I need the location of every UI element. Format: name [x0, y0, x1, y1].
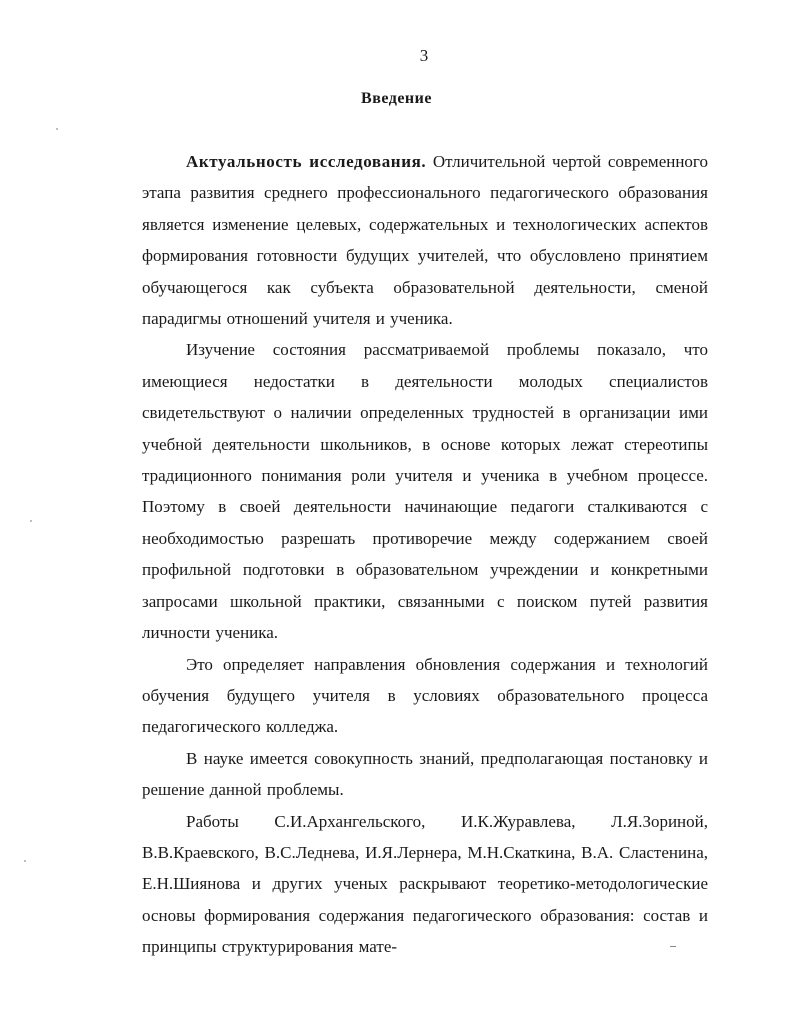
body-text: [142, 146, 708, 963]
scan-speck: [30, 520, 32, 522]
paragraph-researchers: Работы С.И.Архангельского, И.К.Журавлева, Л.Я.Зориной, В.В.Краевского, В.С.Леднева, И.Я.Лернера, М.Н.Скаткина, В.А. Сластенина, Е.Н.Шиянова и других ученых раскрывают теоретико-методологические основы формирования содержания педагогического образования: состав и принципы структурирования мате-: [142, 811, 708, 957]
paragraph-problem-study: Изучение состояния рассматриваемой проблемы показало, что имеющиеся недостатки в деятельности молодых специалистов свидетельствуют о наличии определенных трудностей в организации ими учебной деятельности школьников, в основе которых лежат стереотипы традиционного понимания роли учителя и ученика в учебном процессе. Поэтому в своей деятельности начинающие педагоги сталкиваются с необходимостью разрешать противоречие между содержанием своей профильной подготовки в образовательном учреждении и конкретными запросами школьной практики, связанными с поиском путей развития личности ученика.: [142, 340, 708, 643]
scan-speck: [24, 860, 26, 862]
page-number: 3: [419, 46, 429, 65]
paragraph-directions: Это определяет направления обновления содержания и технологий обучения будущего учителя в условиях образовательного процесса педагогического колледжа.: [142, 654, 708, 737]
scan-mark: [670, 946, 676, 947]
paragraph-relevance: [142, 146, 708, 334]
paragraph-science-knowledge: В науке имеется совокупность знаний, предполагающая постановку и решение данной проблемы.: [142, 748, 708, 800]
section-heading: Введение: [361, 90, 432, 107]
paragraph-text: Отличительной чертой современного этапа развития среднего профессионального педагогического образования является изменение целевых, содержательных и технологических аспектов формирования готовности будущих учителей, что обусловлено принятием обучающегося как субъекта образовательной деятельности, сменой парадигмы отношений учителя и ученика.: [142, 152, 708, 329]
scan-speck: [56, 128, 58, 130]
paragraph-lead: Актуальность исследования.: [186, 152, 427, 171]
